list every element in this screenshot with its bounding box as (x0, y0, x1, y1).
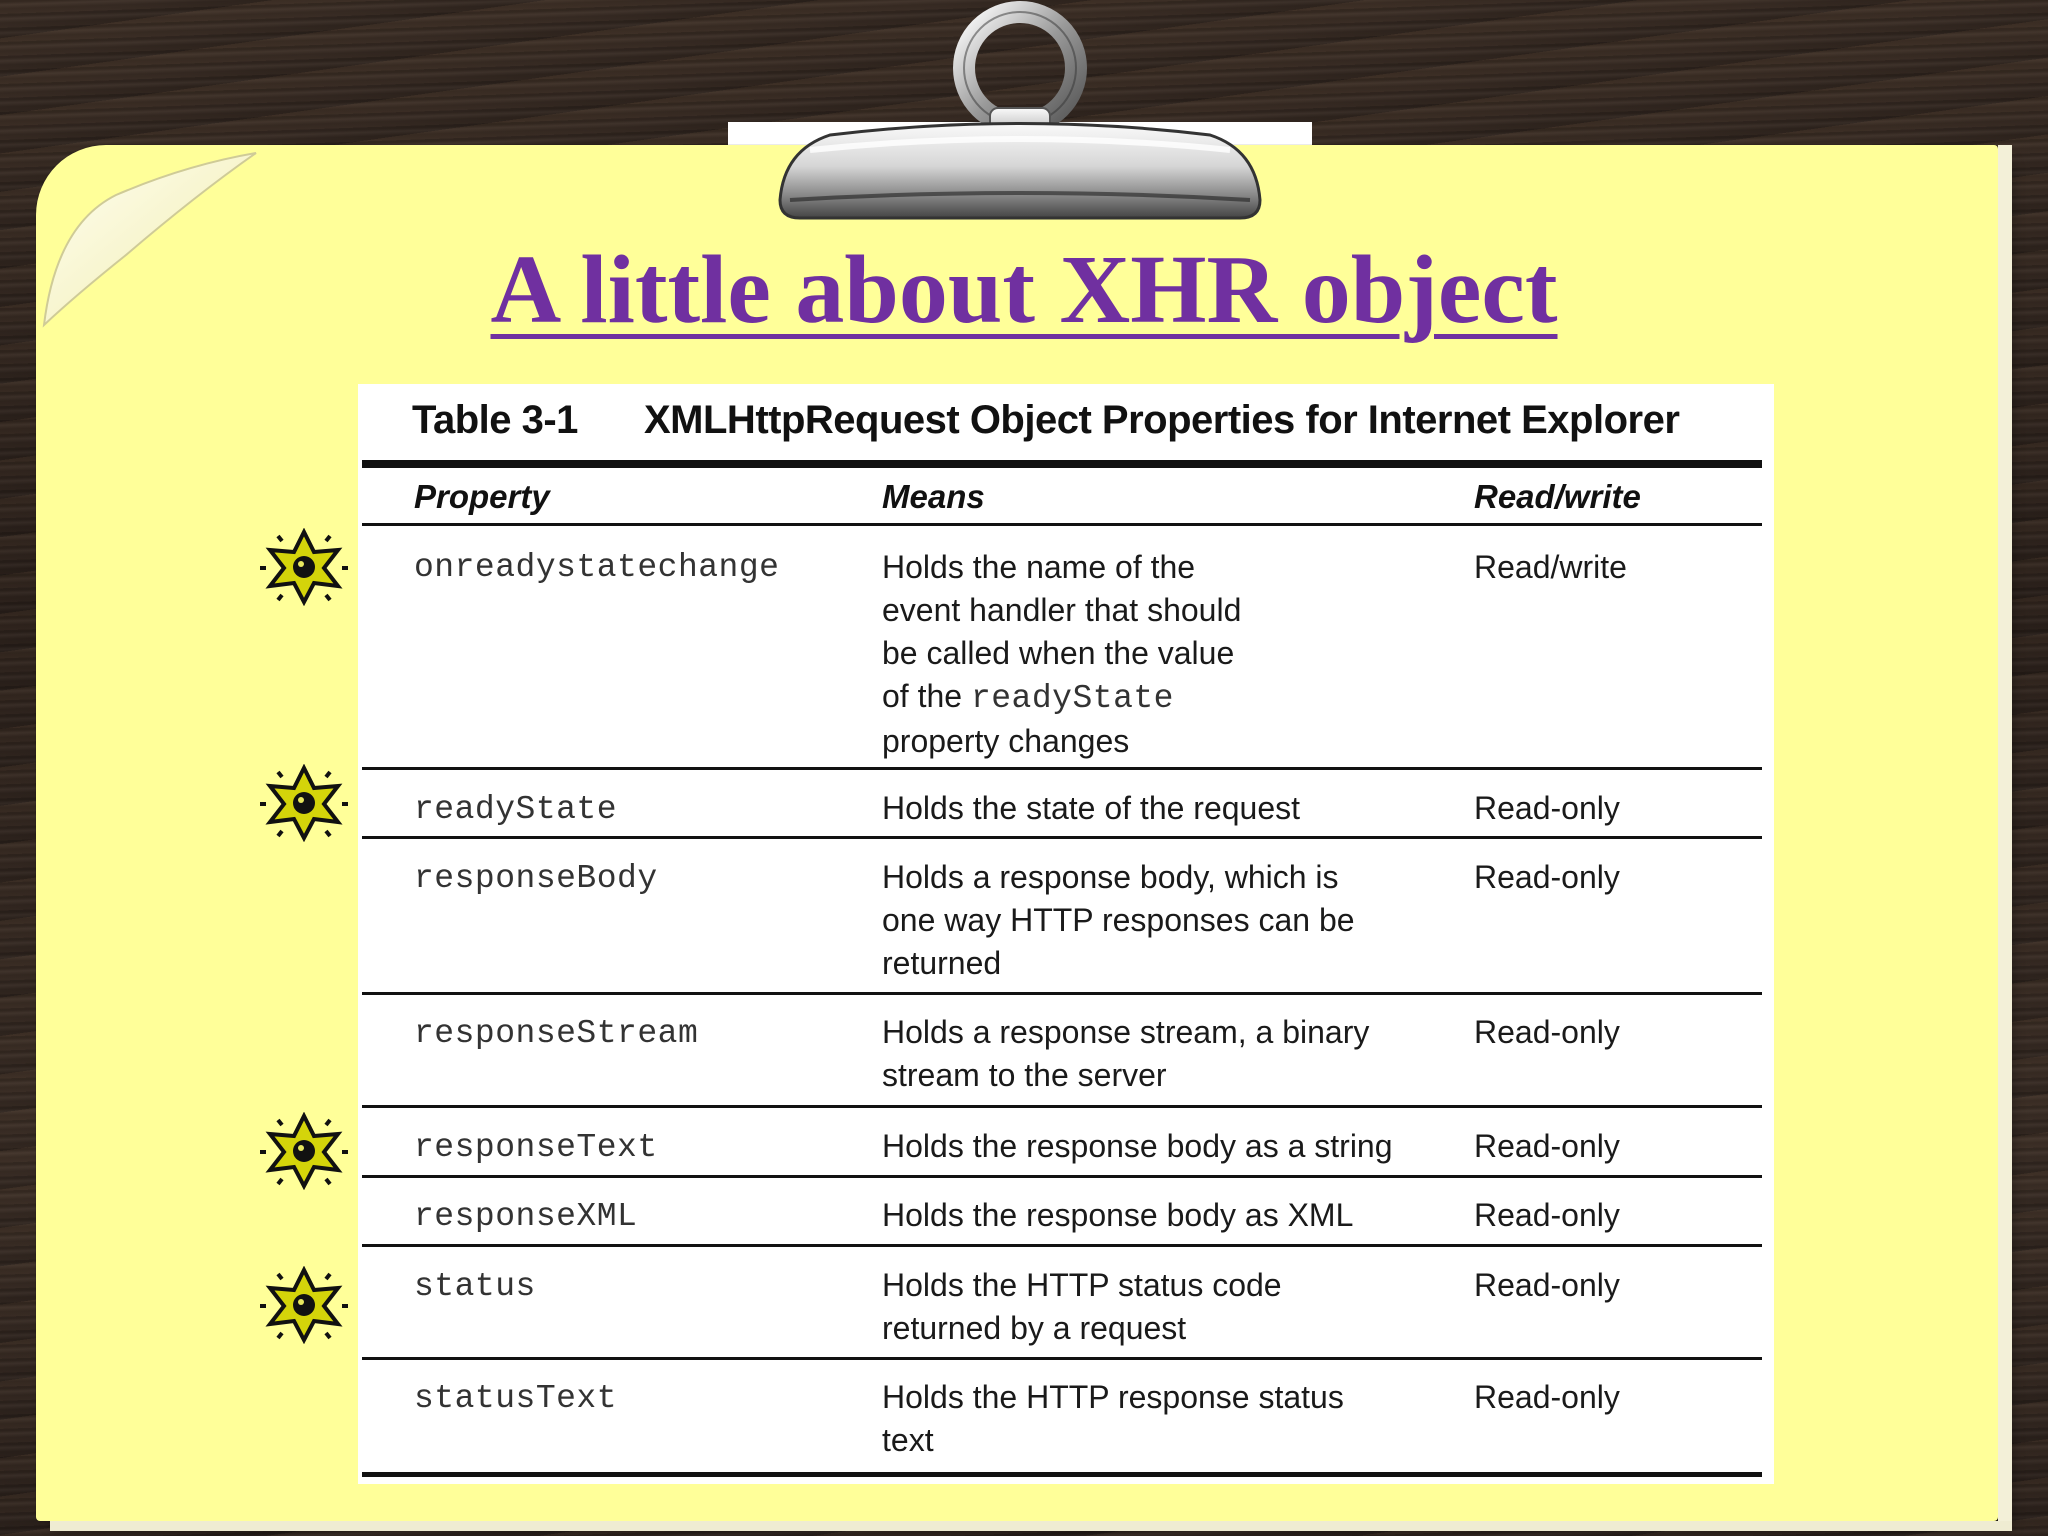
means-line (882, 675, 1452, 720)
table-caption-number: Table 3-1 (412, 398, 578, 442)
means-line: Holds the state of the request (882, 790, 1301, 826)
sheet-bottom-edge (50, 1521, 2012, 1531)
means-line: Holds a response stream, a binary (882, 1014, 1370, 1050)
slide-title: A little about XHR object (490, 236, 1558, 344)
means-line: event handler that should (882, 592, 1242, 628)
table-row-property: onreadystatechange (414, 549, 780, 586)
means-line: one way HTTP responses can be (882, 902, 1355, 938)
table-row-access: Read-only (1474, 859, 1620, 895)
table-caption (412, 398, 1679, 443)
means-line: Holds the response body as XML (882, 1197, 1354, 1233)
means-line: Holds the response body as a string (882, 1128, 1393, 1164)
table-row-access: Read-only (1474, 1379, 1620, 1415)
table-row-access: Read-only (1474, 1197, 1620, 1233)
means-line: Holds the HTTP response status (882, 1379, 1344, 1415)
header-means: Means (882, 478, 985, 515)
means-line: Holds the name of the (882, 549, 1196, 585)
star-bullet-icon (258, 764, 350, 842)
sheet-edge (1998, 145, 2012, 1521)
row-rule (362, 1105, 1762, 1108)
row-rule (362, 1244, 1762, 1247)
table-row-property: responseStream (414, 1015, 699, 1052)
table-row-property: statusText (414, 1380, 618, 1417)
means-line: be called when the value (882, 635, 1235, 671)
means-line: Holds the HTTP status code (882, 1267, 1282, 1303)
caption-rule (362, 460, 1762, 468)
table-row-means (882, 787, 1452, 830)
table-row-property: responseText (414, 1129, 658, 1166)
table-row-access: Read/write (1474, 549, 1627, 585)
row-rule (362, 992, 1762, 995)
table-row-means (882, 856, 1452, 985)
table-row-property: readyState (414, 791, 618, 828)
means-line: stream to the server (882, 1057, 1167, 1093)
header-read-write: Read/write (1474, 478, 1641, 515)
table-row-access: Read-only (1474, 1014, 1620, 1050)
table-bottom-rule (362, 1472, 1762, 1477)
row-rule (362, 767, 1762, 770)
means-code: readyState (970, 680, 1174, 717)
means-line: Holds a response body, which is (882, 859, 1339, 895)
means-line: text (882, 1422, 934, 1458)
table-row-access: Read-only (1474, 1128, 1620, 1164)
table-row-property: status (414, 1268, 536, 1305)
table-row-means (882, 1264, 1452, 1350)
header-property: Property (414, 478, 550, 515)
table-row-means (882, 546, 1452, 763)
means-line: returned by a request (882, 1310, 1187, 1346)
table-row-means (882, 1125, 1472, 1168)
table-row-access: Read-only (1474, 790, 1620, 826)
table-row-property: responseBody (414, 860, 658, 897)
star-bullet-icon (258, 1266, 350, 1344)
star-bullet-icon (258, 528, 350, 606)
star-bullet-icon (258, 1112, 350, 1190)
table-row-access: Read-only (1474, 1267, 1620, 1303)
properties-table (358, 384, 1774, 1484)
row-rule (362, 1175, 1762, 1178)
means-line: returned (882, 945, 1002, 981)
table-row-means (882, 1194, 1452, 1237)
table-row-means (882, 1011, 1452, 1097)
header-rule (362, 523, 1762, 526)
binder-clip-icon (770, 0, 1270, 225)
means-line: property changes (882, 723, 1130, 759)
means-text: of the (882, 678, 971, 714)
row-rule (362, 836, 1762, 839)
row-rule (362, 1357, 1762, 1360)
table-caption-text: XMLHttpRequest Object Properties for Internet Explorer (644, 398, 1680, 442)
table-row-property: responseXML (414, 1198, 638, 1235)
table-row-means (882, 1376, 1452, 1462)
